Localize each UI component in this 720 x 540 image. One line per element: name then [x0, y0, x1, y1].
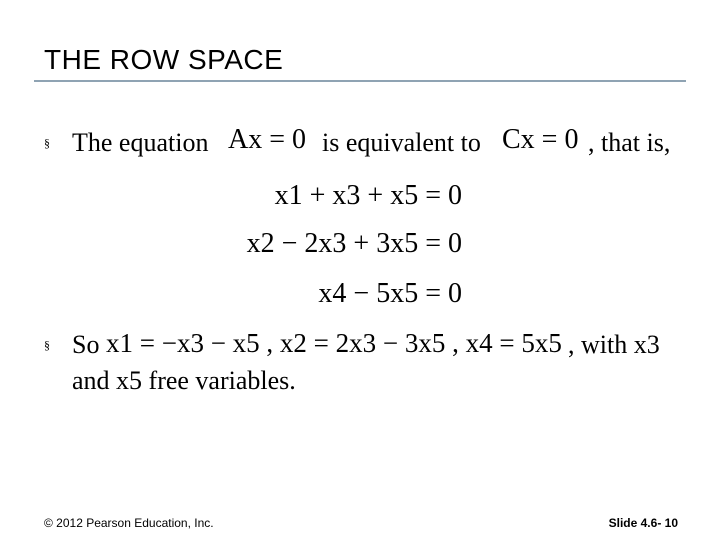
copyright-footer: © 2012 Pearson Education, Inc.: [44, 516, 214, 530]
equation-cx: Cx = 0: [502, 124, 579, 155]
bullet2-text-c: and x5 free variables.: [72, 366, 296, 395]
solution-equation: x1 = −x3 − x5 , x2 = 2x3 − 3x5 , x4 = 5x5: [106, 328, 562, 358]
bullet2-text-a: So: [72, 330, 100, 359]
bullet1-text-a: The equation: [72, 128, 209, 157]
system-equation-2: x2 − 2x3 + 3x5 = 0: [246, 228, 462, 259]
bullet1-text-b: is equivalent to: [322, 128, 481, 157]
bullet2-text-b: , with x3: [568, 330, 660, 359]
slide-number: Slide 4.6- 10: [608, 516, 678, 530]
bullet-marker: §: [44, 338, 50, 352]
title-divider: [34, 80, 686, 82]
system-equation-1: x1 + x3 + x5 = 0: [274, 180, 462, 211]
slide-title: THE ROW SPACE: [44, 44, 284, 75]
equation-ax: Ax = 0: [228, 124, 307, 155]
system-equation-3: x4 − 5x5 = 0: [318, 278, 462, 309]
bullet-marker: §: [44, 136, 50, 150]
bullet1-text-c: , that is,: [588, 128, 671, 157]
